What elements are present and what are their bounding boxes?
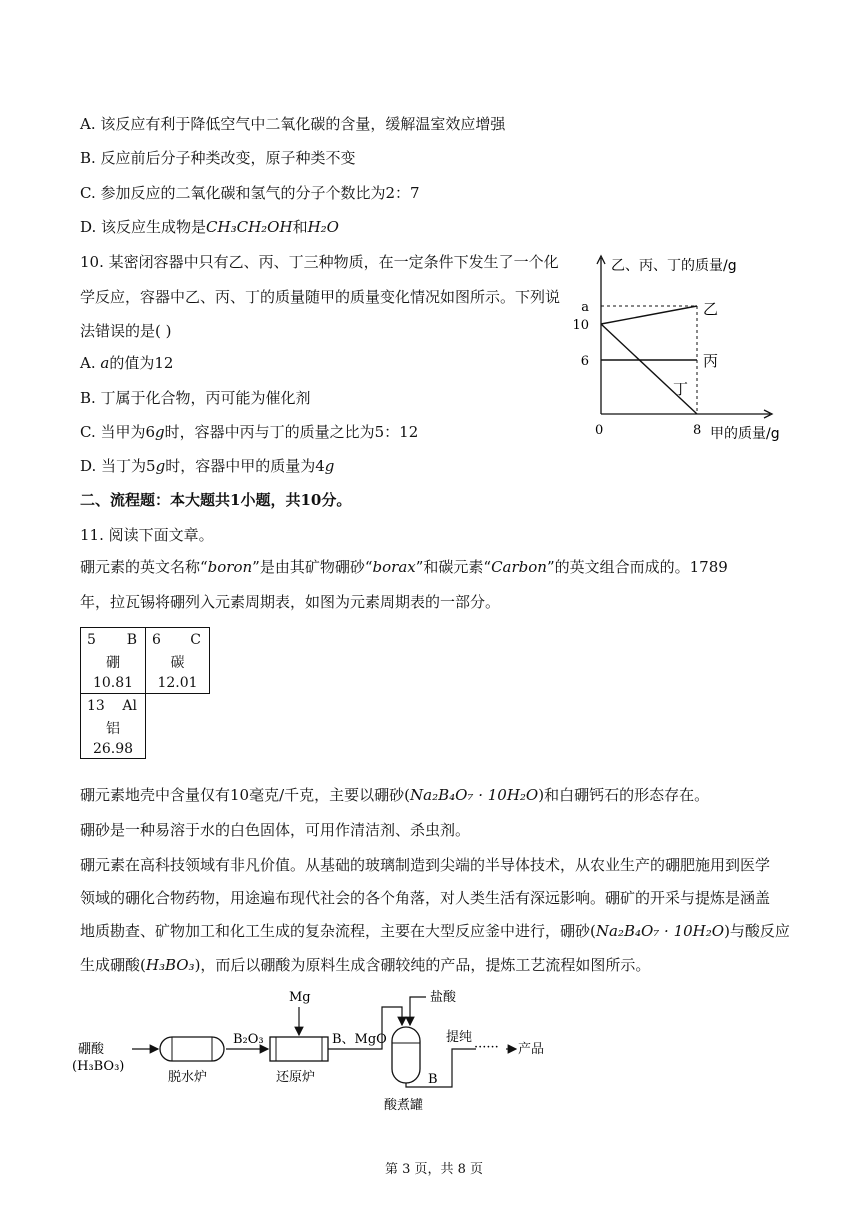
q11-para2 <box>80 785 709 805</box>
q10-option-c-prefix: C. 当甲为6 <box>80 423 156 441</box>
q9-formula-water: H₂O <box>307 218 339 236</box>
q10-option-d-mid: 时，容器中甲的质量为4 <box>165 457 325 475</box>
element-name: 碳 <box>170 655 185 671</box>
section-heading: 二、流程题：本大题共1小题，共10分。 <box>80 491 352 509</box>
flow-dehydrator-label: 脱水炉 <box>168 1070 208 1085</box>
y-tick-label: 10 <box>572 318 589 333</box>
q10-option-a-prefix: A. <box>80 354 101 372</box>
element-symbol: Al <box>122 698 137 714</box>
y-tick-label: 6 <box>580 354 589 369</box>
q11-para4-line3 <box>80 921 790 941</box>
flow-arrow-hcl <box>410 997 426 1025</box>
q10-option-d-prefix: D. 当丁为5 <box>80 457 156 475</box>
flow-b-mgo-label: B、MgO <box>332 1032 387 1047</box>
q10-option-a <box>80 353 173 373</box>
q9-option-d-prefix: D. 该反应生成物是 <box>80 218 207 236</box>
q11-p4-l4-a: 生成硼酸( <box>80 956 146 974</box>
q10-option-b: B. 丁属于化合物，丙可能为催化剂 <box>80 389 311 407</box>
x-axis-label: 甲的质量/g <box>710 426 780 442</box>
q11-formula-borax-2: Na₂B₄O₇ · 10H₂O <box>595 922 725 940</box>
flow-mg-label: Mg <box>289 990 311 1005</box>
flow-b2o3-label: B₂O₃ <box>233 1032 264 1047</box>
q11-p1-b: ”是由其矿物硼砂“ <box>252 558 373 576</box>
q11-p1-a: 硼元素的英文名称“ <box>80 558 208 576</box>
q11-word-carbon: Carbon <box>491 558 547 576</box>
q9-option-c: C. 参加反应的二氧化碳和氢气的分子个数比为2：7 <box>80 184 420 202</box>
q11-para4-line2: 领域的硼化合物药物，用途遍布现代社会的各个角落，对人类生活有深远影响。硼矿的开采与提炼是涵盖 <box>80 889 771 907</box>
q11-para1-line1 <box>80 557 728 577</box>
q10-stem-line1: 10. 某密闭容器中只有乙、丙、丁三种物质，在一定条件下发生了一个化 <box>80 253 559 271</box>
element-mass: 10.81 <box>92 675 134 691</box>
flow-reducer-label: 还原炉 <box>276 1070 316 1085</box>
q9-option-a: A. 该反应有利于降低空气中二氧化碳的含量，缓解温室效应增强 <box>80 115 506 133</box>
series-label-2: 丁 <box>673 380 689 399</box>
flow-dots: ······ <box>474 1040 499 1055</box>
mass-chart <box>570 250 790 450</box>
q11-formula-borax: Na₂B₄O₇ · 10H₂O <box>410 786 539 804</box>
q10-option-c-unit: g <box>155 423 165 441</box>
q9-option-d <box>80 217 339 237</box>
element-number: 6 <box>152 632 161 648</box>
process-flow-diagram <box>70 985 570 1120</box>
q10-stem-line3: 法错误的是( ) <box>80 322 172 340</box>
q11-word-borax: borax <box>372 558 416 576</box>
q10-option-c-rest: 时，容器中丙与丁的质量之比为5：12 <box>164 423 419 441</box>
q11-p4-l4-b: )，而后以硼酸为原料生成含硼较纯的产品，提炼工艺流程如图所示。 <box>194 956 651 974</box>
q11-formula-boric-acid: H₃BO₃ <box>145 956 195 974</box>
reducer-vessel <box>270 1037 328 1061</box>
q11-para3: 硼砂是一种易溶于水的白色固体，可用作清洁剂、杀虫剂。 <box>80 821 471 839</box>
q10-option-d-unit2: g <box>324 457 335 475</box>
q10-option-d <box>80 456 334 476</box>
flow-product-label: 产品 <box>518 1042 545 1057</box>
flow-line-b <box>406 1049 476 1087</box>
series-label-1: 丙 <box>703 352 719 370</box>
q10-var-a: a <box>100 354 110 372</box>
x-tick-label: 0 <box>595 423 604 438</box>
q11-p2-b: )和白硼钙石的形态存在。 <box>538 786 710 804</box>
element-cell-carbon <box>145 627 210 694</box>
q11-p1-c: ”和碳元素“ <box>415 558 492 576</box>
flow-acid-tank-label: 酸煮罐 <box>384 1098 424 1113</box>
q11-para1-line2: 年，拉瓦锡将硼列入元素周期表，如图为元素周期表的一部分。 <box>80 593 501 611</box>
series-line-0 <box>601 306 697 324</box>
q11-word-boron: boron <box>207 558 253 576</box>
flow-input-label: 硼酸 <box>78 1042 105 1057</box>
element-symbol: C <box>190 632 201 648</box>
dehydrator-vessel <box>160 1037 224 1061</box>
q10-option-d-unit: g <box>155 457 166 475</box>
q9-option-b: B. 反应前后分子种类改变，原子种类不变 <box>80 149 356 167</box>
series-line-2 <box>601 324 697 414</box>
element-number: 13 <box>87 698 105 714</box>
q11-p1-d: ”的英文组合而成的。1789 <box>546 558 728 576</box>
element-number: 5 <box>87 632 96 648</box>
element-name: 铝 <box>106 721 120 737</box>
q9-formula-ethanol: CH₃CH₂OH <box>206 218 293 236</box>
q11-para4-line1: 硼元素在高科技领域有非凡价值。从基础的玻璃制造到尖端的半导体技术，从农业生产的硼肥施用到医学 <box>80 856 771 874</box>
q10-stem-line2: 学反应，容器中乙、丙、丁的质量随甲的质量变化情况如图所示。下列说 <box>80 288 561 306</box>
q11-p2-a: 硼元素地壳中含量仅有10毫克/千克，主要以硼砂( <box>80 786 410 804</box>
acid-tank-vessel <box>392 1027 420 1083</box>
flow-hcl-label: 盐酸 <box>430 990 457 1005</box>
element-cell-aluminium <box>80 693 146 759</box>
q9-and: 和 <box>292 218 308 236</box>
element-symbol: B <box>126 632 137 648</box>
periodic-table-fragment <box>80 627 210 759</box>
q10-option-c <box>80 422 418 442</box>
y-tick-label: a <box>581 300 589 315</box>
page-footer: 第 3 页，共 8 页 <box>384 1162 484 1177</box>
y-axis-label: 乙、丙、丁的质量/g <box>611 258 737 274</box>
q11-p4-l3-b: )与酸反应 <box>724 922 790 940</box>
flow-input-formula: (H₃BO₃) <box>72 1059 125 1074</box>
element-mass: 26.98 <box>92 741 134 757</box>
element-name: 硼 <box>106 655 120 671</box>
flow-b-label: B <box>428 1072 438 1087</box>
q10-option-a-rest: 的值为12 <box>109 354 174 372</box>
q11-p4-l3-a: 地质勘查、矿物加工和化工生成的复杂流程，主要在大型反应釜中进行，硼砂( <box>80 922 596 940</box>
element-cell-boron <box>80 627 146 694</box>
series-label-0: 乙 <box>703 300 719 318</box>
element-mass: 12.01 <box>157 675 198 691</box>
q11-stem: 11. 阅读下面文章。 <box>80 526 214 544</box>
x-tick-label: 8 <box>693 423 702 438</box>
flow-purify-label: 提纯 <box>446 1030 473 1045</box>
q11-para4-line4 <box>80 955 650 975</box>
